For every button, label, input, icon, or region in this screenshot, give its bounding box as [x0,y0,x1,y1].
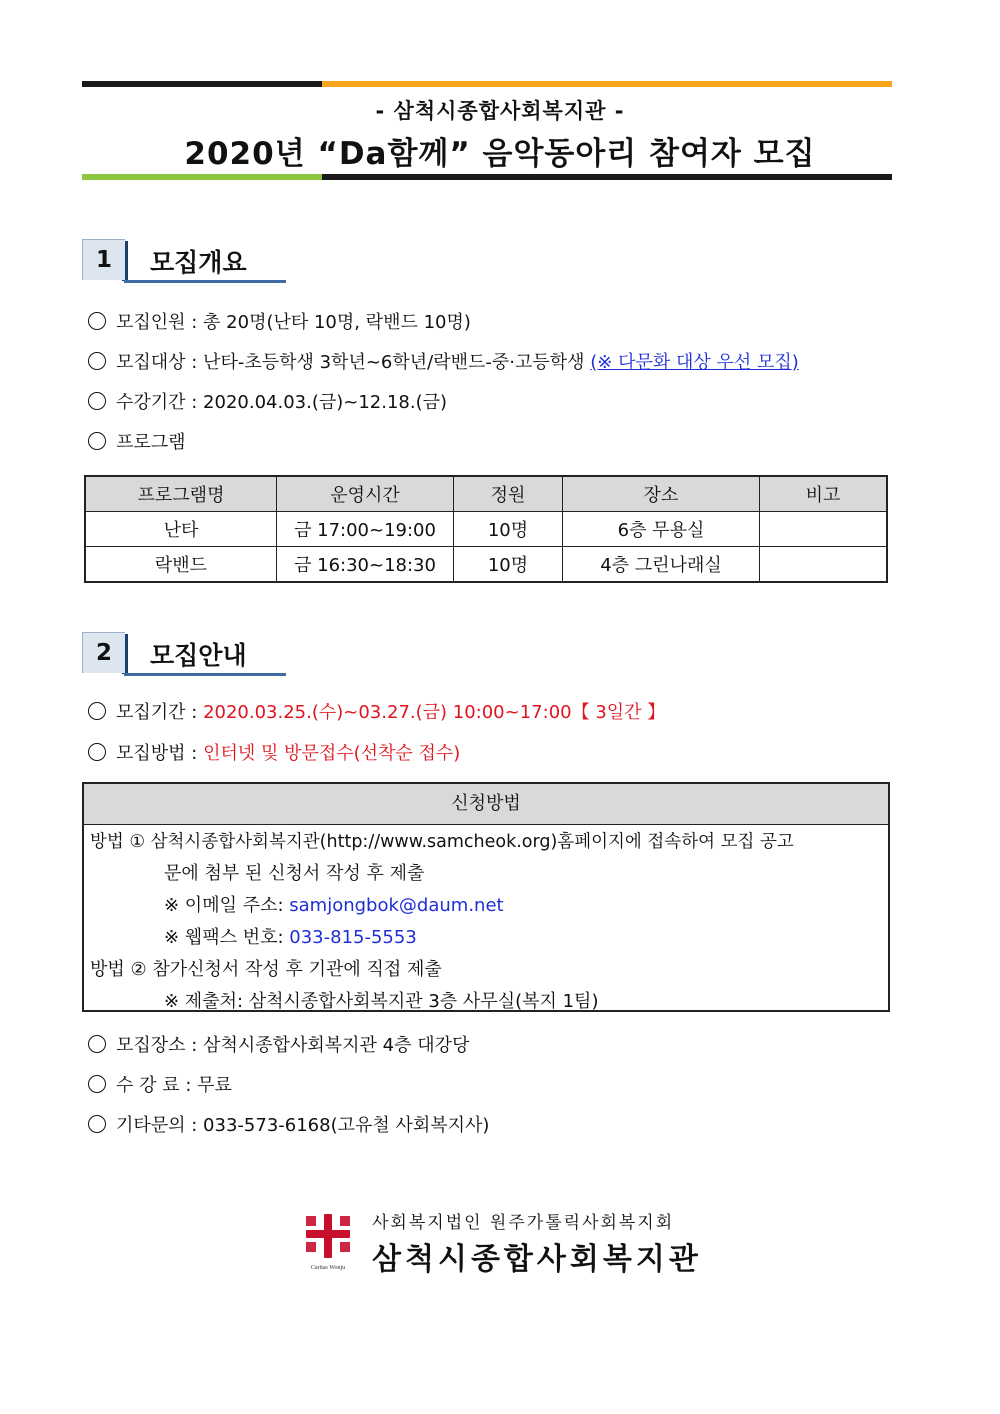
section-underline [124,673,286,676]
recruit-count-line: 모집인원 : 총 20명(난타 10명, 락밴드 10명) [88,308,471,334]
parent-organization: 사회복지법인 원주가톨릭사회복지회 [372,1213,675,1233]
section-title: 모집개요 [150,248,247,277]
circle-bullet-icon [88,1075,106,1093]
header-bar-green-bottom [82,174,322,180]
table-cell [760,547,888,583]
section-underline [124,280,286,283]
page-title: 2020년 “Da함께” 음악동아리 참여자 모집 [184,136,816,172]
header-bar-orange-top [322,81,892,87]
recruit-method-value: 인터넷 및 방문접수(선착순 접수) [203,743,461,764]
place-line: 모집장소 : 삼척시종합사회복지관 4층 대강당 [88,1031,469,1057]
circle-bullet-icon [88,1115,106,1133]
table-cell [760,512,888,547]
submission-place-line: ※ 제출처: 삼척시종합사회복지관 3층 사무실(복지 1팀) [164,991,599,1012]
recruit-period-line: 모집기간 : 2020.03.25.(수)~03.27.(금) 10:00~17:00【 3일간 】 [88,698,665,724]
table-header-row [85,476,887,512]
caritas-cross-icon [302,1212,354,1272]
header-bar-dark-bottom [322,174,892,180]
table-cell: 금 17:00~19:00 [277,512,454,547]
contact-line: 기타문의 : 033-573-6168(고유철 사회복지사) [88,1111,489,1137]
fax-number: 033-815-5553 [289,927,417,948]
section-header-overview [82,239,286,283]
table-cell: 10명 [454,512,563,547]
method-one-line: 방법 ① 삼척시종합사회복지관(http://www.samcheok.org)홈페이지에 접속하여 모집 공고 [90,832,794,852]
circle-bullet-icon [88,312,106,330]
section-number: 2 [82,632,125,673]
program-table [84,475,888,583]
table-header-cell: 비고 [760,476,888,512]
table-cell: 락밴드 [85,547,277,583]
target-line: 모집대상 : 난타-초등학생 3학년~6학년/락밴드-중·고등학생 (※ 다문화 대상 우선 모집) [88,348,799,374]
circle-bullet-icon [88,392,106,410]
header-bar-dark-top [82,81,322,87]
email-line: ※ 이메일 주소: samjongbok@daum.net [164,895,504,916]
table-header-cell: 장소 [563,476,760,512]
circle-bullet-icon [88,1035,106,1053]
organization-name: 삼척시종합사회복지관 [372,1242,702,1277]
table-row [85,512,887,547]
table-cell: 금 16:30~18:30 [277,547,454,583]
table-cell: 10명 [454,547,563,583]
method-one-continued: 문에 첨부 된 신청서 작성 후 제출 [164,863,425,884]
course-period-line: 수강기간 : 2020.04.03.(금)~12.18.(금) [88,388,447,414]
multicultural-priority-note: (※ 다문화 대상 우선 모집) [590,352,799,373]
caritas-logo [302,1212,354,1272]
application-method-box [82,782,890,1012]
logo-caption: Caritas Wonju [310,1265,346,1271]
email-address[interactable]: samjongbok@daum.net [289,895,504,916]
section-title: 모집안내 [150,641,247,670]
circle-bullet-icon [88,352,106,370]
program-label-line: 프로그램 [88,428,186,454]
table-cell: 6층 무용실 [563,512,760,547]
method-two-line: 방법 ② 참가신청서 작성 후 기관에 직접 제출 [90,959,442,980]
recruit-period-value: 2020.03.25.(수)~03.27.(금) 10:00~17:00【 3일간 】 [203,702,666,723]
circle-bullet-icon [88,432,106,450]
table-header-cell: 운영시간 [277,476,454,512]
page-subtitle: - 삼척시종합사회복지관 - [375,99,625,123]
circle-bullet-icon [88,702,106,720]
section-header-guide [82,632,286,676]
table-cell: 4층 그린나래실 [563,547,760,583]
table-header-cell: 정원 [454,476,563,512]
table-header-cell: 프로그램명 [85,476,277,512]
table-cell: 난타 [85,512,277,547]
table-row [85,547,887,583]
recruit-method-line: 모집방법 : 인터넷 및 방문접수(선착순 접수) [88,739,460,765]
circle-bullet-icon [88,743,106,761]
fax-line: ※ 웹팩스 번호: 033-815-5553 [164,927,417,948]
application-box-header: 신청방법 [84,784,888,825]
fee-line: 수 강 료 : 무료 [88,1071,232,1097]
section-number: 1 [82,239,125,280]
